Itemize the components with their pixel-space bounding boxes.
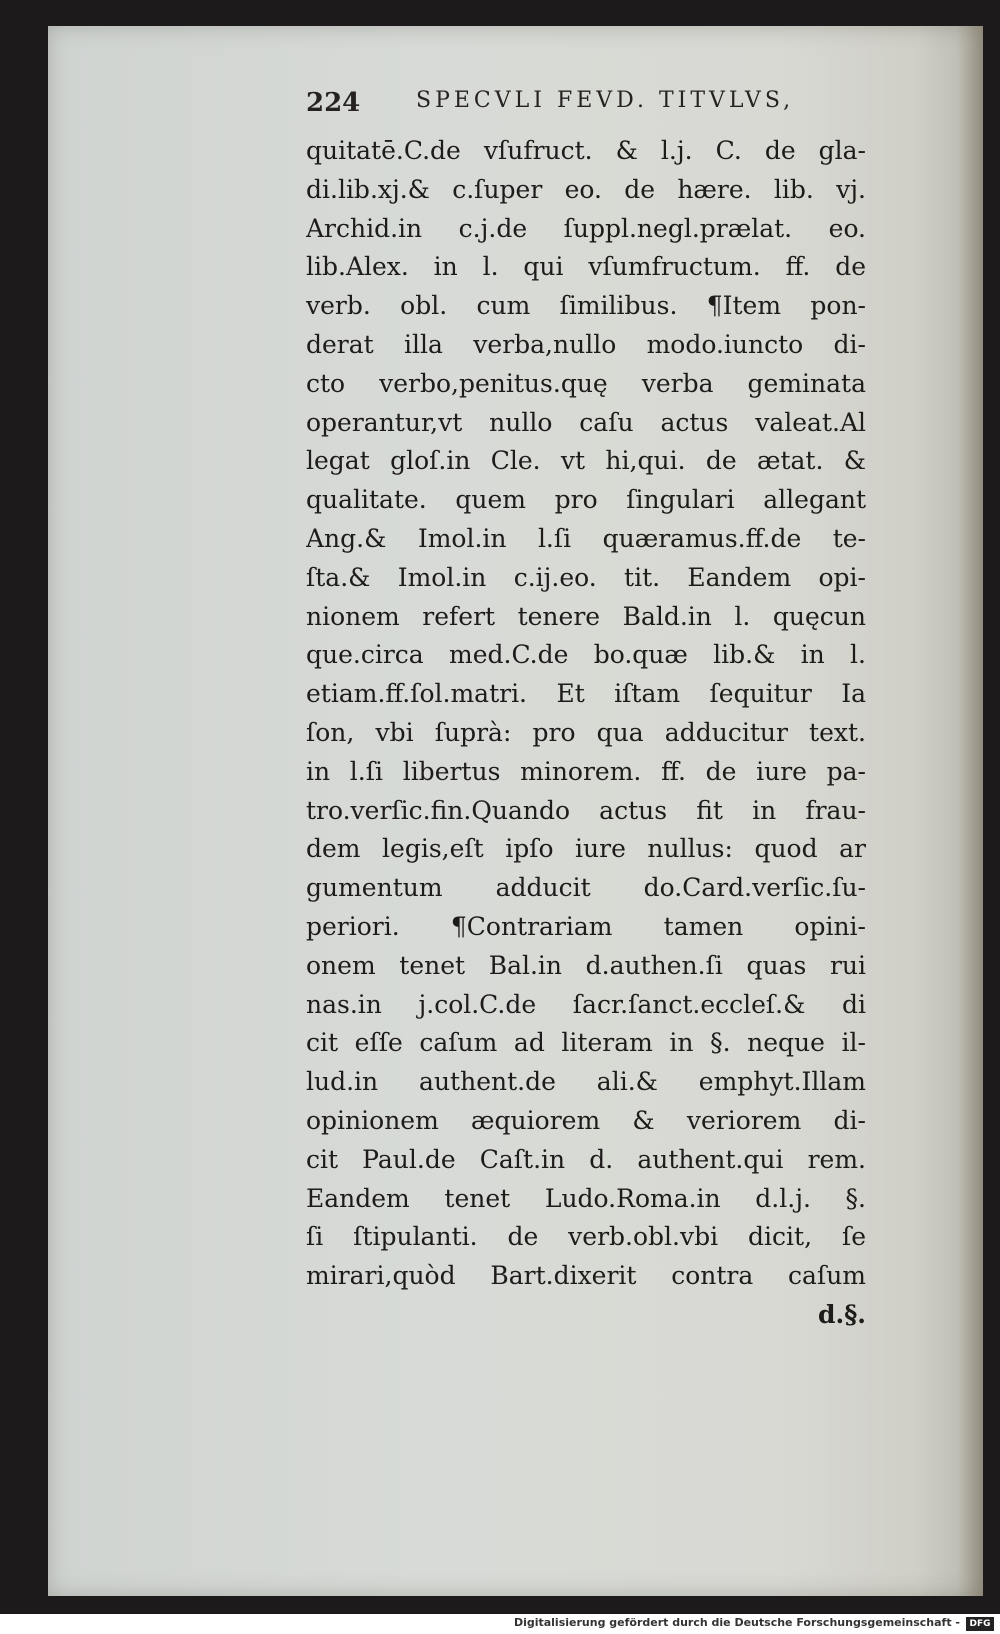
footer-bar [0, 1614, 1000, 1634]
text-line: derat illa verba,nullo modo.iuncto di- [306, 329, 866, 359]
text-line: nionem refert tenere Bald.in l. quęcun [306, 601, 866, 631]
dfg-logo: DFG [966, 1617, 994, 1631]
text-line: ſta.& Imol.in c.ij.eo. tit. Eandem opi- [306, 562, 866, 592]
text-line: tro.verſic.fin.Quando actus fit in frau- [306, 795, 866, 825]
text-line: opinionem æquiorem & veriorem di- [306, 1105, 866, 1135]
text-line: lib.Alex. in l. qui vſumfructum. ff. de [306, 252, 866, 282]
text-line: cto verbo,penitus.quę verba geminata [306, 368, 866, 398]
text-line: lud.in authent.de ali.& emphyt.Illam [306, 1067, 866, 1097]
text-block [306, 132, 866, 1335]
text-line: cit Paul.de Caſt.in d. authent.qui rem. [306, 1144, 866, 1174]
text-line: qualitate. quem pro ſingulari allegant [306, 485, 866, 515]
text-line: quitatē.C.de vſufruct. & l.j. C. de gla- [306, 136, 866, 165]
text-line: etiam.ff.ſol.matri. Et iſtam ſequitur Ia [306, 679, 866, 709]
text-line: Ang.& Imol.in l.ſi quæramus.ff.de te- [306, 523, 866, 553]
text-line: in l.ſi libertus minorem. ff. de iure pa- [306, 756, 866, 786]
funding-credit: Digitalisierung gefördert durch die Deutsche Forschungsgemeinschaft - [513, 1616, 960, 1629]
text-line: onem tenet Bal.in d.authen.ſi quas rui [306, 950, 866, 980]
text-line: verb. obl. cum ſimilibus. ¶Item pon- [306, 291, 866, 321]
page-number: 224 [306, 88, 361, 118]
text-line: que.circa med.C.de bo.quæ lib.& in l. [306, 640, 866, 670]
text-line: dem legis,eſt ipſo iure nullus: quod ar [306, 834, 866, 864]
text-line: ſon, vbi ſuprà: pro qua adducitur text. [306, 717, 866, 747]
text-line: di.lib.xj.& c.ſuper eo. de hære. lib. vj. [306, 174, 866, 204]
text-line: operantur,vt nullo caſu actus valeat.Al [306, 407, 866, 437]
page-header [306, 84, 866, 126]
text-line: legat gloſ.in Cle. vt hi,qui. de ætat. & [306, 446, 866, 476]
running-title: SPECVLI FEVD. TITVLVS, [416, 88, 795, 113]
text-line: nas.in j.col.C.de ſacr.ſanct.eccleſ.& di [306, 989, 866, 1019]
text-line: ſi ſtipulanti. de verb.obl.vbi dicit, ſe [306, 1222, 866, 1252]
text-line: Eandem tenet Ludo.Roma.in d.l.j. §. [306, 1183, 866, 1213]
text-line: Archid.in c.j.de ſuppl.negl.prælat. eo. [306, 213, 866, 243]
catchword: d.§. [818, 1299, 866, 1329]
text-line: cit eſſe caſum ad literam in §. neque il- [306, 1028, 866, 1058]
text-line: periori. ¶Contrariam tamen opini- [306, 911, 866, 941]
text-line: mirari,quòd Bart.dixerit contra caſum [306, 1261, 866, 1291]
page-gutter-shadow [957, 26, 983, 1596]
text-line: gumentum adducit do.Card.verſic.ſu- [306, 873, 866, 903]
